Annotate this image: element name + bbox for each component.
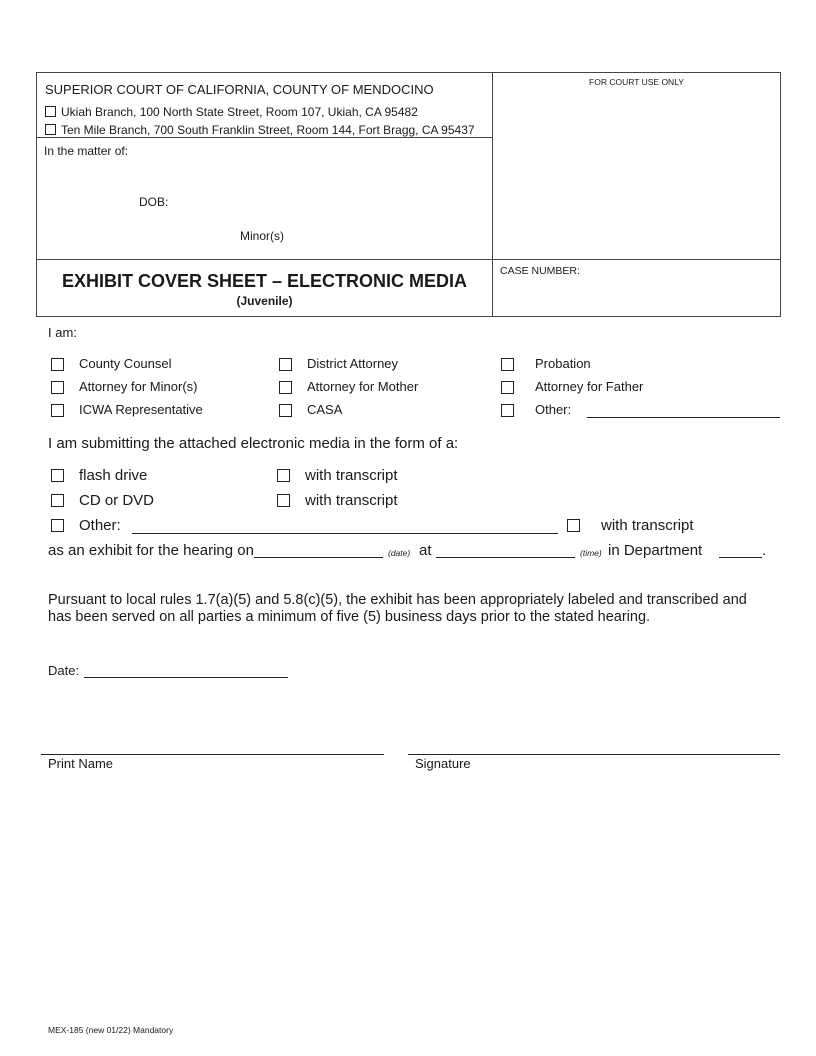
department-field[interactable] — [719, 557, 762, 558]
date-hint: (date) — [388, 548, 411, 558]
print-name-label: Print Name — [48, 756, 114, 771]
page-title: EXHIBIT COVER SHEET – ELECTRONIC MEDIA — [61, 271, 468, 291]
ukiah-branch-checkbox[interactable] — [45, 106, 56, 117]
role-prompt: I am: — [48, 325, 77, 340]
in-matter-of-label: In the matter of: — [44, 144, 129, 158]
icwa-checkbox[interactable] — [51, 404, 64, 417]
statement-paragraph: Pursuant to local rules 1.7(a)(5) and 5.8(c)(5), the exhibit has been appropriately labeled and transcribed and has been served on all parties a minimum of five (5) business days prior to the stated hearing. — [48, 592, 747, 625]
cd-dvd-transcript-label: with transcript — [305, 492, 398, 509]
time-hint: (time) — [580, 548, 602, 558]
county-counsel-checkbox[interactable] — [51, 358, 64, 371]
attorney-mother-label: Attorney for Mother — [307, 379, 419, 394]
attorney-minor-label: Attorney for Minor(s) — [79, 379, 198, 394]
media-prompt: I am submitting the attached electronic media in the form of a: — [48, 435, 459, 452]
date-label: Date: — [48, 663, 80, 678]
county-counsel-label: County Counsel — [79, 356, 172, 371]
hearing-date-field[interactable] — [254, 557, 383, 558]
tenmile-branch-checkbox[interactable] — [45, 124, 56, 135]
page-subtitle: (Juvenile) — [236, 294, 293, 308]
role-other-checkbox[interactable] — [501, 404, 514, 417]
cd-dvd-checkbox[interactable] — [51, 494, 64, 507]
print-name-field[interactable] — [41, 754, 384, 755]
role-other-field[interactable] — [587, 417, 780, 418]
hearing-period: . — [762, 542, 767, 559]
date-field[interactable] — [84, 677, 288, 678]
media-other-checkbox[interactable] — [51, 519, 64, 532]
probation-checkbox[interactable] — [501, 358, 514, 371]
casa-label: CASA — [307, 402, 343, 417]
casa-checkbox[interactable] — [279, 404, 292, 417]
flash-drive-transcript-checkbox[interactable] — [277, 469, 290, 482]
role-other-label: Other: — [535, 402, 572, 417]
cd-dvd-transcript-checkbox[interactable] — [277, 494, 290, 507]
court-name: SUPERIOR COURT OF CALIFORNIA, COUNTY OF MENDOCINO — [45, 82, 434, 97]
attorney-father-label: Attorney for Father — [535, 379, 644, 394]
court-use-box — [492, 72, 781, 260]
media-other-label: Other: — [79, 517, 121, 534]
case-number-label: CASE NUMBER: — [500, 265, 580, 277]
dob-label: DOB: — [139, 195, 169, 209]
hearing-time-field[interactable] — [436, 557, 575, 558]
district-attorney-checkbox[interactable] — [279, 358, 292, 371]
hearing-label: as an exhibit for the hearing on — [48, 542, 254, 559]
at-label: at — [419, 542, 432, 559]
minors-label: Minor(s) — [240, 229, 284, 243]
district-attorney-label: District Attorney — [307, 356, 399, 371]
attorney-minor-checkbox[interactable] — [51, 381, 64, 394]
flash-drive-label: flash drive — [79, 467, 148, 484]
flash-drive-checkbox[interactable] — [51, 469, 64, 482]
ukiah-branch-label: Ukiah Branch, 100 North State Street, Room 107, Ukiah, CA 95482 — [61, 105, 418, 119]
attorney-mother-checkbox[interactable] — [279, 381, 292, 394]
tenmile-branch-label: Ten Mile Branch, 700 South Franklin Street, Room 144, Fort Bragg, CA 95437 — [61, 123, 475, 137]
probation-label: Probation — [535, 356, 591, 371]
icwa-label: ICWA Representative — [79, 402, 203, 417]
cd-dvd-label: CD or DVD — [79, 492, 155, 509]
flash-drive-transcript-label: with transcript — [305, 467, 398, 484]
signature-field[interactable] — [408, 754, 780, 755]
attorney-father-checkbox[interactable] — [501, 381, 514, 394]
form-id-footer: MEX-185 (new 01/22) Mandatory — [48, 1025, 174, 1035]
media-other-transcript-checkbox[interactable] — [567, 519, 580, 532]
signature-label: Signature — [415, 756, 471, 771]
media-other-field[interactable] — [132, 533, 558, 534]
department-label: in Department — [608, 542, 703, 559]
media-other-transcript-label: with transcript — [601, 517, 694, 534]
court-use-only-label: FOR COURT USE ONLY — [589, 77, 684, 87]
